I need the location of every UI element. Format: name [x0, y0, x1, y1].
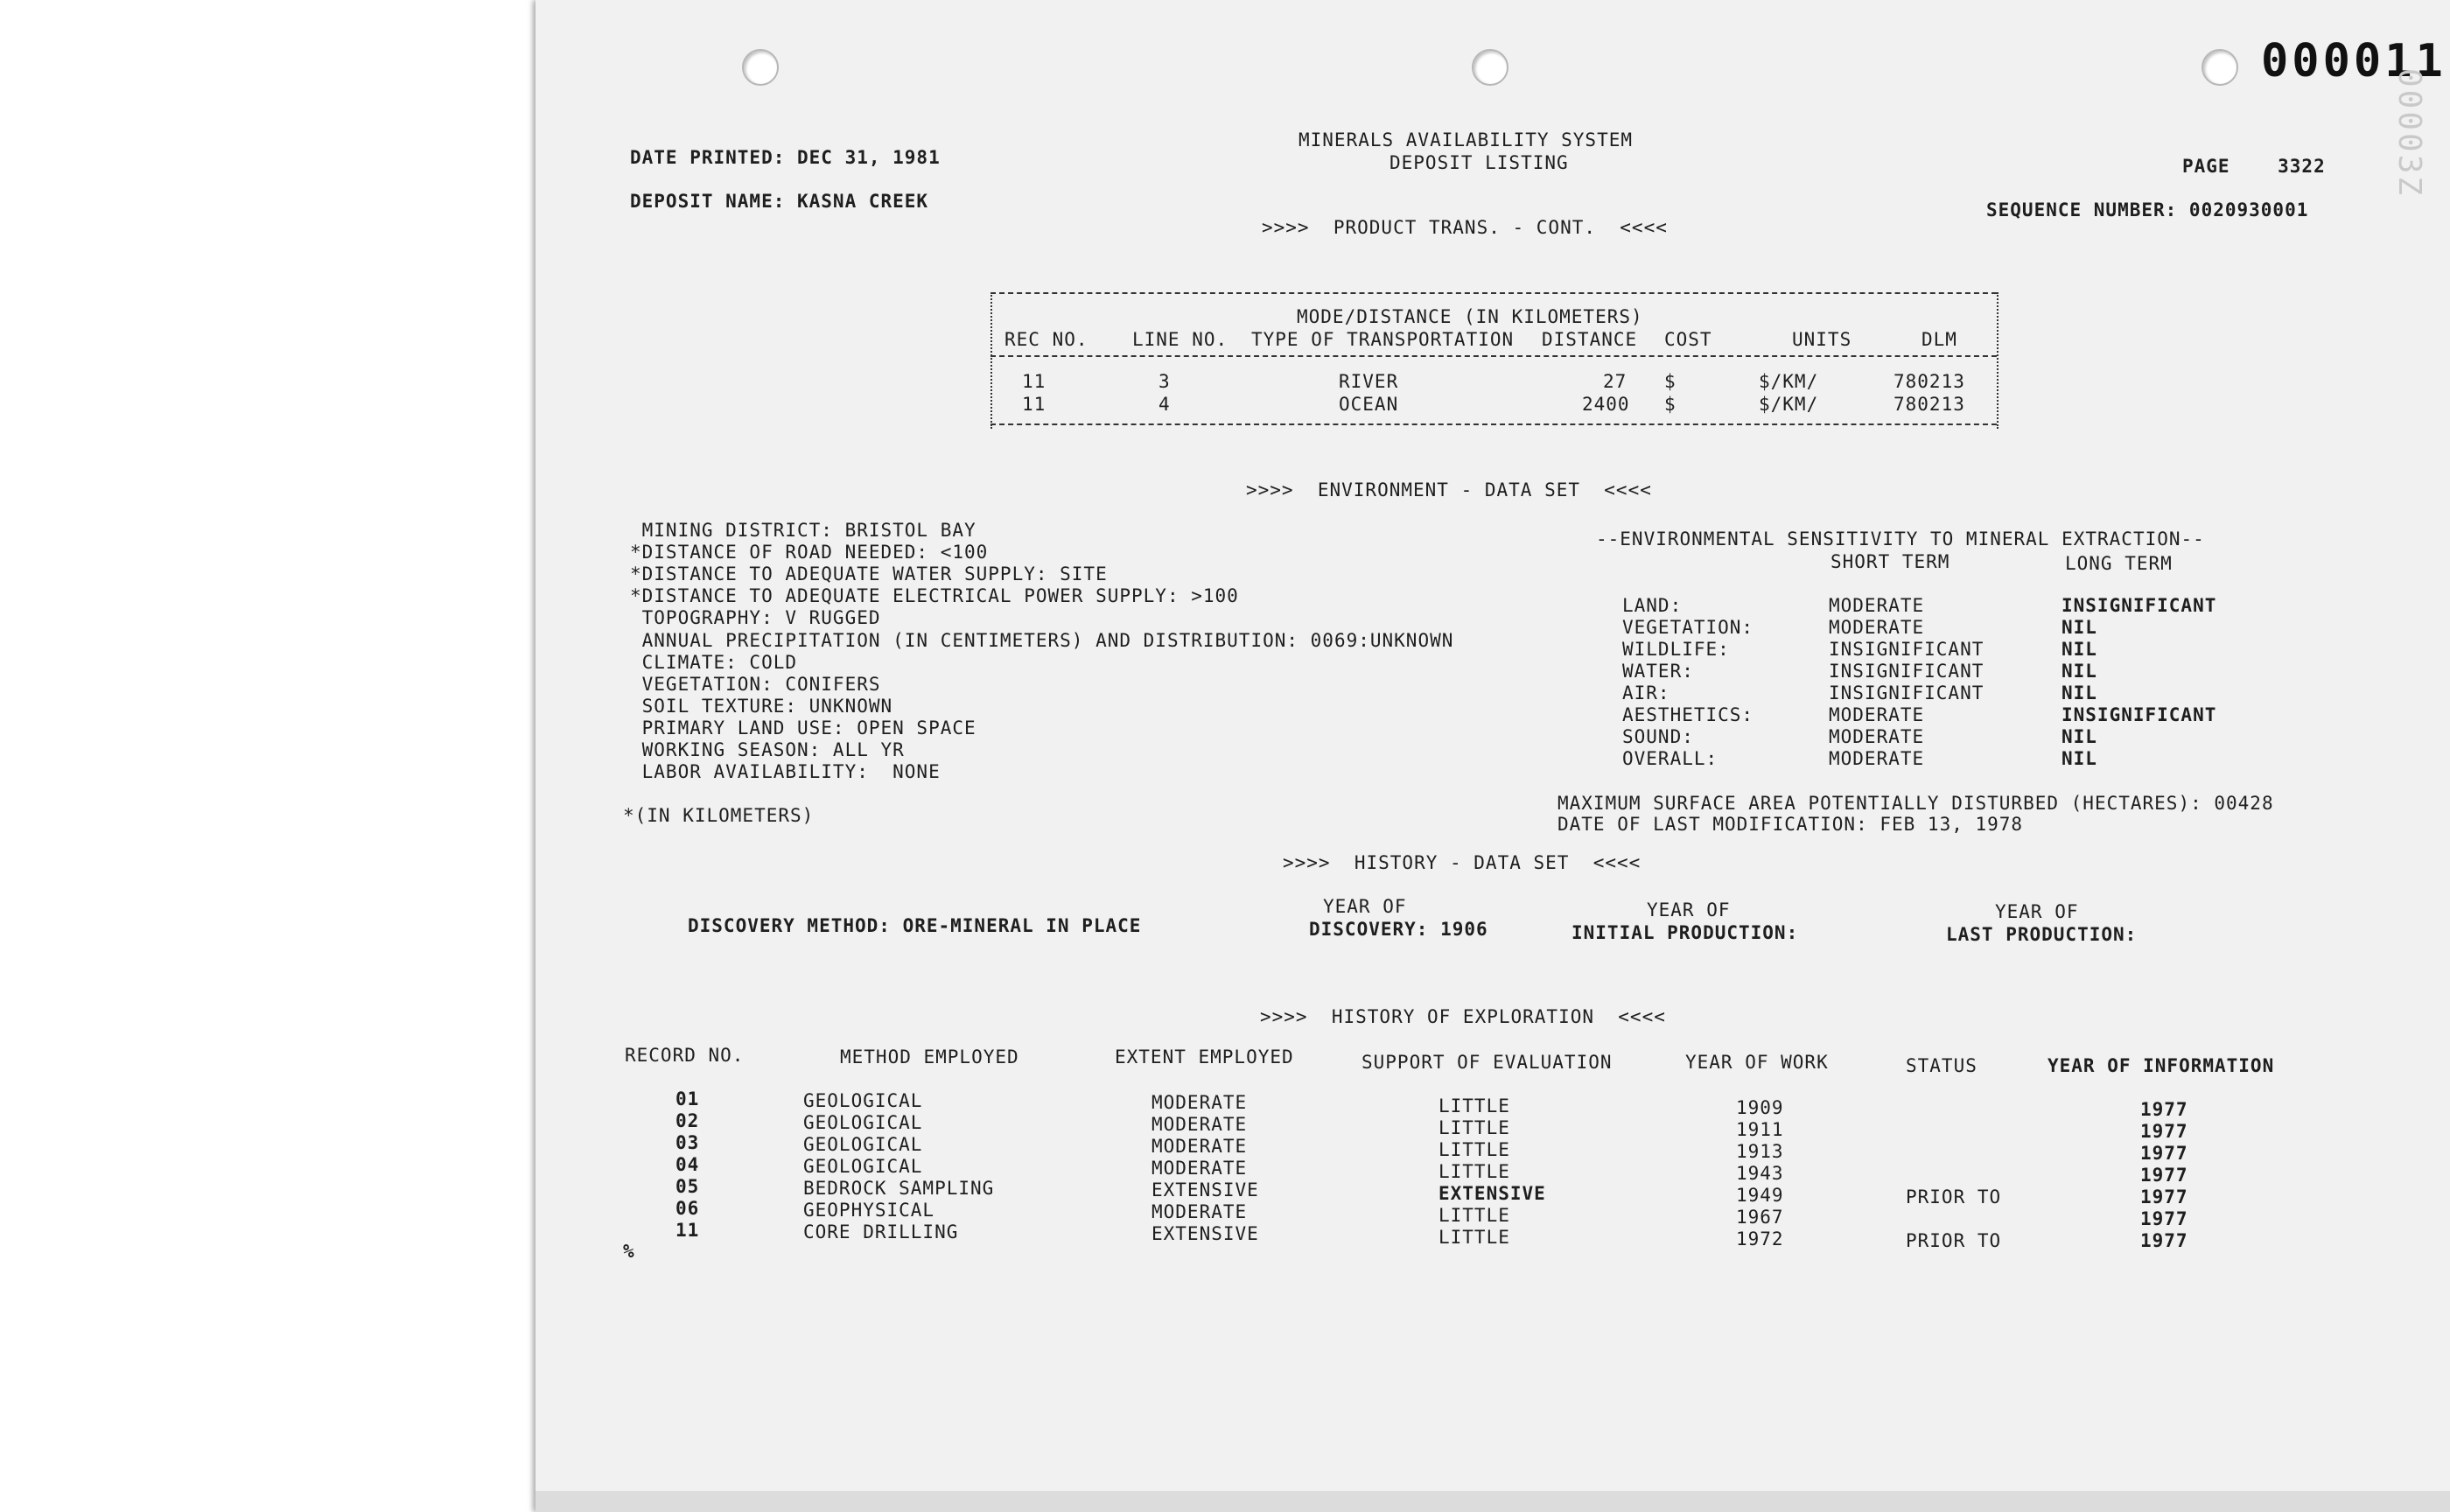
col-units: UNITS [1792, 329, 1852, 350]
discovery-year-label: YEAR OF [1323, 896, 1407, 917]
short-term-value: INSIGNIFICANT [1829, 661, 1984, 682]
cell-line-no: 4 [1158, 394, 1171, 415]
table-border-left [990, 292, 992, 429]
environment-title: >>>> ENVIRONMENT - DATA SET <<<< [1246, 480, 1652, 500]
table-header-rule [990, 355, 1997, 357]
cell-method: GEOPHYSICAL [803, 1200, 935, 1221]
cell-cost: $ [1664, 371, 1676, 392]
cell-year-of-information: 1977 [2140, 1099, 2188, 1120]
initial-production: INITIAL PRODUCTION: [1572, 922, 1799, 943]
cell-extent: MODERATE [1152, 1201, 1248, 1222]
end-of-listing-mark: % [623, 1241, 635, 1262]
cell-units: $/KM/ [1759, 394, 1819, 415]
cell-record-no: 01 [676, 1088, 700, 1110]
long-term-value: NIL [2062, 726, 2097, 747]
cell-year-of-information: 1977 [2140, 1165, 2188, 1186]
cell-year-of-work: 1909 [1736, 1097, 1784, 1118]
cell-extent: MODERATE [1152, 1158, 1248, 1179]
cell-year-of-work: 1913 [1736, 1141, 1784, 1162]
punch-hole [742, 49, 779, 86]
cell-year-of-information: 1977 [2140, 1208, 2188, 1229]
cell-year-of-work: 1949 [1736, 1185, 1784, 1206]
long-term-header: LONG TERM [2065, 553, 2173, 574]
cell-units: $/KM/ [1759, 371, 1819, 392]
cell-year-of-work: 1967 [1736, 1207, 1784, 1228]
cell-status: PRIOR TO [1906, 1186, 2002, 1208]
col-rec-no: REC NO. [1004, 329, 1088, 350]
col-transport-type: TYPE OF TRANSPORTATION [1251, 329, 1515, 350]
max-surface-area: MAXIMUM SURFACE AREA POTENTIALLY DISTURBED (HECTARES): 00428 [1558, 793, 2274, 814]
cell-record-no: 06 [676, 1198, 700, 1219]
table-border-bottom [990, 424, 1997, 425]
document-number: 000011 [2261, 35, 2446, 88]
discovery-method: DISCOVERY METHOD: ORE-MINERAL IN PLACE [688, 915, 1142, 936]
env-line: *DISTANCE TO ADEQUATE WATER SUPPLY: SITE [630, 564, 1108, 584]
long-term-value: NIL [2062, 682, 2097, 704]
cell-cost: $ [1664, 394, 1676, 415]
env-line: *DISTANCE OF ROAD NEEDED: <100 [630, 542, 989, 563]
cell-support: EXTENSIVE [1438, 1183, 1546, 1204]
last-production-label: YEAR OF [1995, 901, 2079, 922]
cell-status: PRIOR TO [1906, 1230, 2002, 1251]
long-term-value: INSIGNIFICANT [2062, 595, 2217, 616]
col-status: STATUS [1906, 1055, 1978, 1076]
cell-year-of-information: 1977 [2140, 1230, 2188, 1251]
cell-year-of-work: 1972 [1736, 1228, 1784, 1250]
table-border-top [990, 292, 1997, 294]
cell-method: GEOLOGICAL [803, 1134, 923, 1155]
cell-distance: 2400 [1582, 394, 1630, 415]
cell-record-no: 11 [676, 1220, 700, 1241]
cell-support: LITTLE [1438, 1161, 1510, 1182]
cell-distance: 27 [1603, 371, 1628, 392]
discovery-year: DISCOVERY: 1906 [1309, 919, 1488, 940]
cell-extent: MODERATE [1152, 1114, 1248, 1135]
cell-record-no: 03 [676, 1132, 700, 1153]
sensitivity-label: WILDLIFE: [1622, 639, 1730, 660]
col-support: SUPPORT OF EVALUATION [1362, 1052, 1613, 1073]
sensitivity-label: VEGETATION: [1622, 617, 1754, 638]
cell-support: LITTLE [1438, 1205, 1510, 1226]
col-method: METHOD EMPLOYED [840, 1046, 1019, 1068]
col-line-no: LINE NO. [1132, 329, 1228, 350]
short-term-value: INSIGNIFICANT [1829, 639, 1984, 660]
env-line: PRIMARY LAND USE: OPEN SPACE [630, 718, 976, 738]
env-line: MINING DISTRICT: BRISTOL BAY [630, 520, 976, 541]
table-border-right [1997, 292, 1998, 429]
cell-method: BEDROCK SAMPLING [803, 1178, 995, 1199]
short-term-value: MODERATE [1829, 726, 1925, 747]
sensitivity-label: AIR: [1622, 682, 1670, 704]
listing-title: DEPOSIT LISTING [1390, 152, 1569, 173]
cell-method: GEOLOGICAL [803, 1156, 923, 1177]
env-line: WORKING SEASON: ALL YR [630, 739, 905, 760]
env-line: LABOR AVAILABILITY: NONE [630, 761, 941, 782]
col-dlm: DLM [1922, 329, 1957, 350]
cell-year-of-information: 1977 [2140, 1143, 2188, 1164]
cell-record-no: 05 [676, 1176, 700, 1197]
sensitivity-title: --ENVIRONMENTAL SENSITIVITY TO MINERAL EXTRACTION-- [1596, 528, 2205, 550]
sensitivity-label: OVERALL: [1622, 748, 1718, 769]
cell-transport-type: RIVER [1339, 371, 1399, 392]
document-page [536, 0, 2450, 1512]
footnote: *(IN KILOMETERS) [623, 805, 815, 826]
cell-support: LITTLE [1438, 1227, 1510, 1248]
short-term-value: MODERATE [1829, 617, 1925, 638]
cell-extent: EXTENSIVE [1152, 1223, 1259, 1244]
cell-year-of-work: 1943 [1736, 1163, 1784, 1184]
col-distance: DISTANCE [1542, 329, 1638, 350]
env-line: ANNUAL PRECIPITATION (IN CENTIMETERS) AND DISTRIBUTION: 0069:UNKNOWN [630, 630, 1454, 651]
system-title: MINERALS AVAILABILITY SYSTEM [1298, 130, 1634, 150]
cell-method: GEOLOGICAL [803, 1090, 923, 1111]
cell-line-no: 3 [1158, 371, 1171, 392]
long-term-value: NIL [2062, 748, 2097, 769]
punch-hole [2202, 49, 2238, 86]
col-extent: EXTENT EMPLOYED [1115, 1046, 1294, 1068]
col-cost: COST [1664, 329, 1712, 350]
cell-year-of-work: 1911 [1736, 1119, 1784, 1140]
col-year-of-information: YEAR OF INFORMATION [2048, 1055, 2275, 1076]
cell-method: GEOLOGICAL [803, 1112, 923, 1133]
cell-year-of-information: 1977 [2140, 1186, 2188, 1208]
sensitivity-label: AESTHETICS: [1622, 704, 1754, 725]
history-title: >>>> HISTORY - DATA SET <<<< [1283, 852, 1642, 873]
deposit-name: DEPOSIT NAME: KASNA CREEK [630, 191, 929, 212]
cell-dlm: 780213 [1894, 394, 1965, 415]
long-term-value: INSIGNIFICANT [2062, 704, 2217, 725]
cell-support: LITTLE [1438, 1139, 1510, 1160]
cell-method: CORE DRILLING [803, 1222, 959, 1242]
long-term-value: NIL [2062, 639, 2097, 660]
initial-production-label: YEAR OF [1647, 900, 1731, 920]
cell-year-of-information: 1977 [2140, 1121, 2188, 1142]
short-term-value: INSIGNIFICANT [1829, 682, 1984, 704]
col-year-of-work: YEAR OF WORK [1685, 1052, 1829, 1073]
transport-table-title: MODE/DISTANCE (IN KILOMETERS) [1297, 306, 1643, 327]
env-line: *DISTANCE TO ADEQUATE ELECTRICAL POWER SUPPLY: >100 [630, 585, 1239, 606]
sensitivity-label: WATER: [1622, 661, 1694, 682]
long-term-value: NIL [2062, 661, 2097, 682]
cell-extent: MODERATE [1152, 1136, 1248, 1157]
exploration-title: >>>> HISTORY OF EXPLORATION <<<< [1260, 1006, 1666, 1027]
date-printed: DATE PRINTED: DEC 31, 1981 [630, 147, 941, 168]
env-line: CLIMATE: COLD [630, 652, 798, 673]
cell-support: LITTLE [1438, 1117, 1510, 1138]
col-record-no: RECORD NO. [625, 1045, 745, 1066]
last-modification: DATE OF LAST MODIFICATION: FEB 13, 1978 [1558, 814, 2024, 835]
page-number: PAGE 3322 [2182, 156, 2326, 177]
cell-record-no: 02 [676, 1110, 700, 1131]
cell-transport-type: OCEAN [1339, 394, 1399, 415]
env-line: VEGETATION: CONIFERS [630, 674, 881, 695]
short-term-value: MODERATE [1829, 704, 1925, 725]
product-trans-title: >>>> PRODUCT TRANS. - CONT. <<<< [1262, 217, 1668, 238]
cell-record-no: 04 [676, 1154, 700, 1175]
side-stamp: 00003Z [2391, 68, 2427, 199]
cell-extent: MODERATE [1152, 1092, 1248, 1113]
env-line: SOIL TEXTURE: UNKNOWN [630, 696, 893, 717]
last-production: LAST PRODUCTION: [1946, 924, 2138, 945]
punch-hole [1472, 49, 1508, 86]
cell-rec-no: 11 [1022, 371, 1046, 392]
cell-rec-no: 11 [1022, 394, 1046, 415]
short-term-value: MODERATE [1829, 595, 1925, 616]
cell-support: LITTLE [1438, 1096, 1510, 1116]
short-term-header: SHORT TERM [1830, 551, 1950, 572]
env-line: TOPOGRAPHY: V RUGGED [630, 607, 881, 628]
sensitivity-label: SOUND: [1622, 726, 1694, 747]
cell-extent: EXTENSIVE [1152, 1180, 1259, 1200]
cell-dlm: 780213 [1894, 371, 1965, 392]
short-term-value: MODERATE [1829, 748, 1925, 769]
sensitivity-label: LAND: [1622, 595, 1683, 616]
long-term-value: NIL [2062, 617, 2097, 638]
sequence-number: SEQUENCE NUMBER: 0020930001 [1986, 200, 2309, 220]
